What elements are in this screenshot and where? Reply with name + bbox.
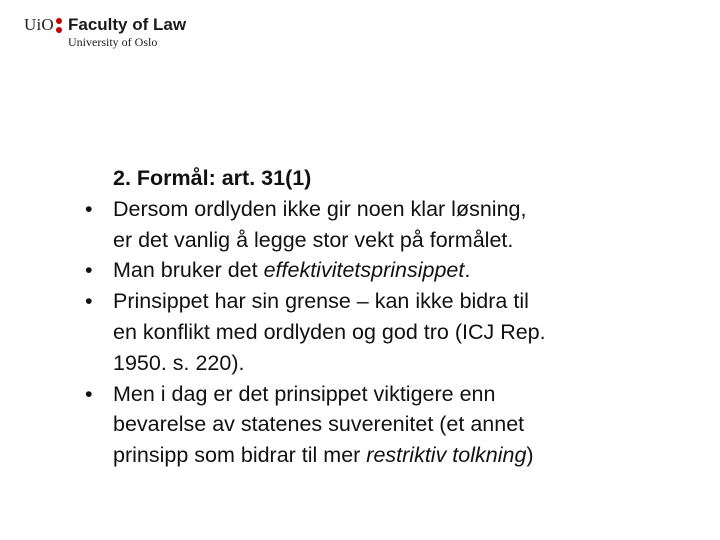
bullet-text: ) xyxy=(526,443,534,468)
bullet-icon: • xyxy=(85,381,93,406)
bullet-text-line: Dersom ordlyden ikke gir noen klar løsning, xyxy=(113,196,527,221)
bullet-icon: • xyxy=(85,289,93,314)
bullet-icon: • xyxy=(85,258,93,283)
bullet-text-line: Prinsippet har sin grense – kan ikke bidra til xyxy=(113,289,529,314)
slide-heading: 2. Formål: art. 31(1) xyxy=(113,166,312,190)
bullet-text-line: er det vanlig å legge stor vekt på formålet. xyxy=(113,227,514,252)
slide-body xyxy=(85,163,695,471)
bullet-text-line xyxy=(113,440,695,471)
bullet-icon: • xyxy=(85,196,93,221)
list-item xyxy=(85,255,695,286)
bullet-text: Man bruker det xyxy=(113,258,264,283)
bullet-list xyxy=(85,194,695,471)
bullet-text-line: bevarelse av statenes suverenitet (et annet xyxy=(113,412,525,437)
logo-dots-icon xyxy=(56,18,62,34)
list-item xyxy=(85,194,695,256)
header xyxy=(24,14,284,50)
list-item xyxy=(85,286,695,378)
bullet-text-line: 1950. s. 220). xyxy=(113,350,245,375)
uio-logo: UiO xyxy=(24,15,54,34)
bullet-text: prinsipp som bidrar til mer xyxy=(113,443,367,468)
bullet-text-line: Men i dag er det prinsippet viktigere enn xyxy=(113,381,496,406)
emphasis-term: effektivitetsprinsippet xyxy=(263,258,465,283)
emphasis-term: restriktiv tolkning xyxy=(366,443,527,468)
faculty-name: Faculty of Law xyxy=(68,15,187,34)
university-name: University of Oslo xyxy=(68,35,158,49)
bullet-text: . xyxy=(464,258,471,283)
bullet-text-line xyxy=(113,255,695,286)
bullet-text-line: en konflikt med ordlyden og god tro (ICJ Rep. xyxy=(113,319,546,344)
list-item xyxy=(85,379,695,471)
